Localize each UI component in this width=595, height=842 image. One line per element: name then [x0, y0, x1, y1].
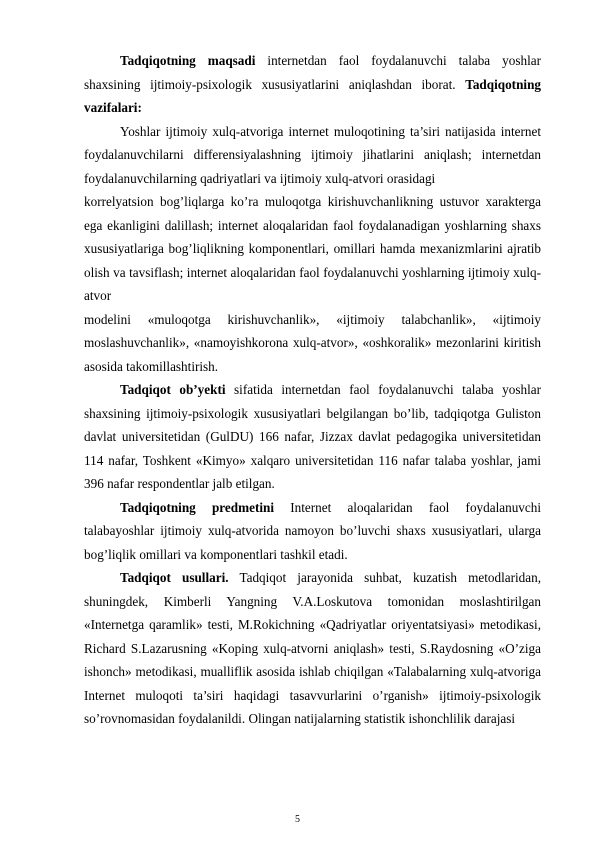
- tasks-text-1: Yoshlar ijtimoiy xulq-atvoriga internet muloqotining ta’siri natijasida internet foydalanuvchilarni differensiyalashning ijtimoiy jihatlarini aniqlash; internetdan foydalanuvchilarning qadriyatlari va ijtimoiy xulq-atvori orasidagi: [84, 123, 541, 186]
- paragraph-tasks-2: [84, 190, 541, 308]
- methods-heading: Tadqiqot usullari.: [120, 570, 229, 585]
- goal-heading: Tadqiqotning maqsadi: [120, 53, 256, 68]
- object-text: sifatida internetdan faol foydalanuvchi talaba yoshlar shaxsining ijtimoiy-psixologik xususiyatlari belgilangan bo’lib, tadqiqotga Guliston davlat universitetidan (GulDU) 166 nafar, Jizzax davlat pedagogika universitetidan 114 nafar, Toshkent «Kimyo» xalqaro universitetidan 116 nafar talaba yoshlar, jami 396 nafar respondentlar jalb etilgan.: [84, 382, 541, 491]
- paragraph-subject: [84, 496, 541, 567]
- tasks-text-2: korrelyatsion bog’liqlarga ko’ra muloqotga kirishuvchanlikning ustuvor xarakterga ega ekanligini dalillash; internet aloqalaridan faol foydalanadigan yoshlarning shaxs xususiyatlariga bog’liqlikning komponentlari, omillari hamda mexanizmlarini ajratib olish va tavsiflash; internet aloqalaridan faol foydalanuvchi yoshlarning ijtimoiy xulq-atvor: [84, 194, 541, 303]
- goal-text: internetdan faol foydalanuvchi talaba yoshlar shaxsining ijtimoiy-psixologik xususiyatlarini aniqlashdan iborat.: [84, 53, 541, 92]
- paragraph-methods: [84, 566, 541, 731]
- methods-text: Tadqiqot jarayonida suhbat, kuzatish metodlaridan, shuningdek, Kimberli Yangning V.A.Loskutova tomonidan moslashtirilgan «Internetga qaramlik» testi, M.Rokichning «Qadriyatlar oriyentatsiyasi» metodikasi, Richard S.Lazarusning «Koping xulq-atvorni aniqlash» testi, S.Raydosning «O’ziga ishonch» metodikasi, mualliflik asosida ishlab chiqilgan «Talabalarning xulq-atvoriga Internet muloqoti ta’siri haqidagi tasavvurlarini o’rganish» ijtimoiy-psixologik so’rovnomasidan foydalanildi. Olingan natijalarning statistik ishonchlilik darajasi: [84, 570, 541, 726]
- subject-text: Internet aloqalaridan faol foydalanuvchi talabayoshlar ijtimoiy xulq-atvorida namoyon bo’luvchi shaxs xususiyatlari, ularga bog’liqlik omillari va komponentlari tashkil etadi.: [84, 499, 541, 562]
- page-number: 5: [295, 814, 300, 825]
- document-body: [84, 49, 541, 731]
- subject-heading: Tadqiqotning predmetini: [120, 499, 275, 515]
- paragraph-tasks-1: [84, 120, 541, 191]
- tasks-text-3: modelini «muloqotga kirishuvchanlik», «ijtimoiy talabchanlik», «ijtimoiy moslashuvchanlik», «namoyishkorona xulq-atvor», «oshkoralik» mezonlarini kiritish asosida takomillashtirish.: [84, 311, 541, 374]
- tasks-heading: Tadqiqotning vazifalari:: [84, 76, 541, 115]
- paragraph-goal: [84, 49, 541, 120]
- paragraph-object: [84, 378, 541, 496]
- paragraph-tasks-3: [84, 308, 541, 379]
- object-heading: Tadqiqot ob’yekti: [120, 382, 226, 397]
